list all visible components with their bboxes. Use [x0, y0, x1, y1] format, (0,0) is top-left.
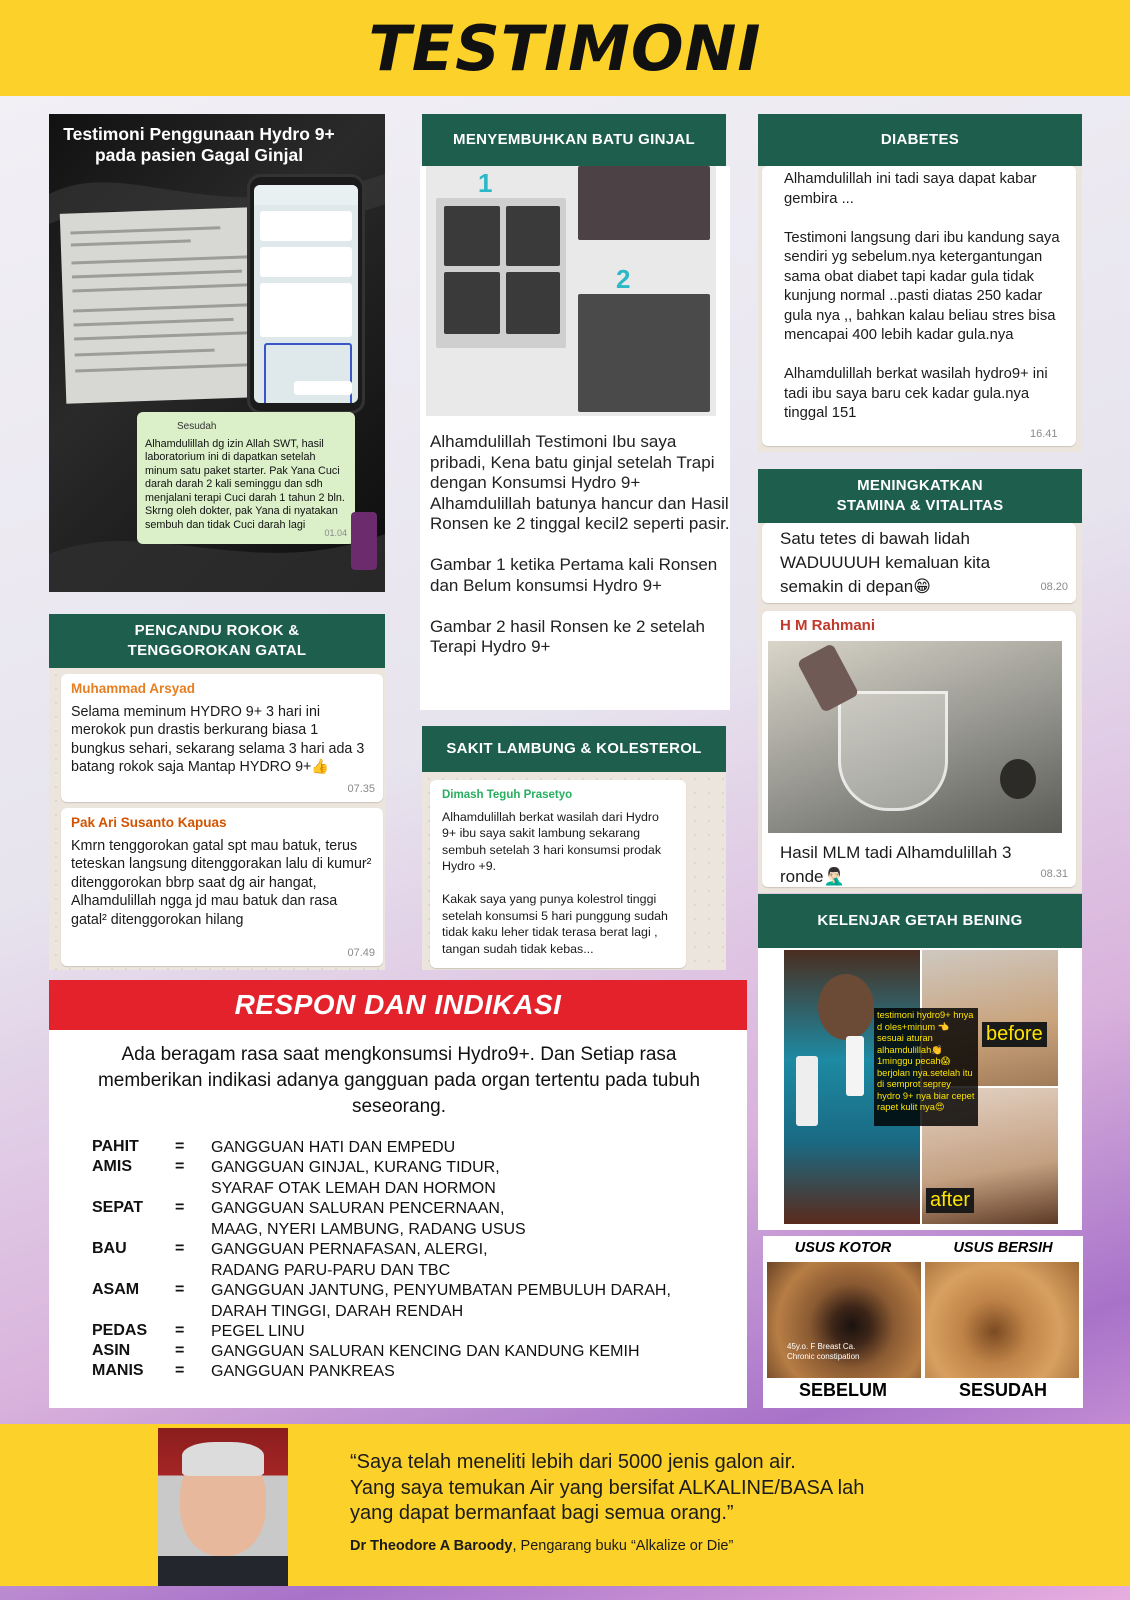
lambung-msg [430, 780, 686, 968]
quote-text: “Saya telah meneliti lebih dari 5000 jenis galon air. Yang saya temukan Air yang bersifat ALKALINE/BASA lah yang dapat bermanfaat bagi semua orang.” [350, 1451, 865, 1524]
equals-sign: = [175, 1240, 185, 1257]
phone-chat-image [247, 174, 365, 414]
card-gagal-ginjal [49, 114, 385, 592]
card-lambung-header: SAKIT LAMBUNG & KOLESTEROL [422, 726, 726, 772]
quote-author [350, 1538, 733, 1554]
card-gagal-ginjal-title: Testimoni Penggunaan Hydro 9+ pada pasien Gagal Ginjal [63, 124, 335, 165]
card-kelenjar [758, 948, 1082, 1230]
rokok-msg1-time: 07.35 [347, 782, 375, 795]
rasa-indikasi: PEGEL LINU [211, 1323, 305, 1340]
kelenjar-overlay-text: testimoni hydro9+ hnya d oles+minum 👈sesuai aturan alhamdulillah👏 1minggu pecah😱 berjolan nya.setelah itu di semprot seprey hydro 9+ nya biar cepet rapet kulit nya😍 [874, 1008, 978, 1126]
card-diabetes-header: DIABETES [758, 114, 1082, 166]
rasa-indikasi: GANGGUAN PERNAFASAN, ALERGI, RADANG PARU-PARU DAN TBC [211, 1241, 488, 1279]
diabetes-text: Alhamdulillah ini tadi saya dapat kabar gembira ... Testimoni langsung dari ibu kandung saya sendiri yg sebelum.nya ketergantungan sama obat diabet tapi kadar gula tidak kunjung normal ..pasti diatas 250 kadar gula nya ,, bahkan kalau beliau stres bisa mencapai 400 lebih kadar gula.nya Alhamdulillah berkat wasilah hydro9+ ini tadi ibu saya baru cek kadar gula.nya tinggal 151 [784, 171, 1060, 421]
rasa-label: SEPAT [92, 1199, 143, 1216]
rokok-msg2-text: Kmrn tenggorokan gatal spt mau batuk, terus teteskan langsung ditenggorakan lalu di kumur² ditenggorokan bbrp saat dg air hangat, Alhamdulillah ngga jd mau batuk dan rasa gatal² ditenggorokan hilang [71, 837, 372, 928]
card-kelenjar-header: KELENJAR GETAH BENING [758, 894, 1082, 948]
xray-images [426, 166, 716, 416]
rasa-label: MANIS [92, 1362, 144, 1379]
top-banner [0, 0, 1130, 96]
label-usus-kotor: USUS KOTOR [794, 1240, 892, 1256]
label-after: after [926, 1188, 974, 1213]
stamina-msg1 [762, 523, 1076, 603]
label-before: before [982, 1022, 1047, 1047]
usus-bersih-image [925, 1262, 1079, 1378]
card-batu-ginjal [420, 166, 730, 710]
rokok-header-line1: PENCANDU ROKOK & [134, 622, 300, 639]
equals-sign: = [175, 1199, 185, 1216]
rasa-indikasi: GANGGUAN SALURAN KENCING DAN KANDUNG KEMIH [211, 1343, 640, 1360]
rokok-sender2: Pak Ari Susanto Kapuas [71, 815, 227, 830]
rokok-msg2-time: 07.49 [347, 946, 375, 959]
hydro-bottle-image [351, 512, 377, 570]
rasa-indikasi: GANGGUAN GINJAL, KURANG TIDUR, SYARAF OTAK LEMAH DAN HORMON [211, 1159, 500, 1197]
chat-note-bubble [137, 412, 355, 544]
card-rokok [49, 668, 385, 970]
respon-section [49, 980, 747, 1408]
stamina-msg1-text: Satu tetes di bawah lidah WADUUUUH kemaluan kita semakin di depan😁 [780, 529, 991, 596]
card-usus [763, 1236, 1083, 1408]
card-lambung [422, 772, 726, 970]
stamina-msg2-time: 08.31 [1040, 867, 1068, 880]
equals-sign: = [175, 1281, 185, 1298]
rasa-label: AMIS [92, 1158, 132, 1175]
rokok-msg1 [61, 674, 383, 802]
label-usus-bersih: USUS BERSIH [953, 1240, 1053, 1256]
note-label: Sesudah [177, 421, 217, 432]
respon-header: RESPON DAN INDIKASI [49, 980, 747, 1030]
rasa-indikasi: GANGGUAN SALURAN PENCERNAAN, MAAG, NYERI LAMBUNG, RADANG USUS [211, 1200, 526, 1238]
lambung-sender: Dimash Teguh Prasetyo [442, 789, 573, 801]
stamina-msg1-time: 08.20 [1040, 581, 1068, 593]
rasa-indikasi: GANGGUAN HATI DAN EMPEDU [211, 1139, 456, 1156]
stamina-msg2 [762, 611, 1076, 887]
equals-sign: = [175, 1158, 185, 1175]
rasa-label: PEDAS [92, 1322, 148, 1339]
author-photo [158, 1428, 288, 1586]
card-rokok-header [49, 614, 385, 668]
stamina-header-line1: MENINGKATKAN [857, 477, 983, 494]
note-text: Alhamdulillah dg izin Allah SWT, hasil laboratorium ini di dapatkan setelah minum satu paket starter. Pak Yana Cuci darah darah 2 kali seminggu dan sdh menjalani terapi Cuci darah 1 tahun 2 bln. Skrng oleh dokter, pak Yana di nyatakan sembuh dan tidak Cuci darah lagi [145, 437, 345, 531]
rokok-msg2 [61, 808, 383, 966]
equals-sign: = [175, 1362, 185, 1379]
rokok-sender1: Muhammad Arsyad [71, 681, 196, 696]
glass-photo [768, 641, 1062, 833]
page-title: TESTIMONI [368, 11, 762, 85]
batu-ginjal-text: Alhamdulillah Testimoni Ibu saya pribadi, Kena batu ginjal setelah Trapi dengan Konsumsi Hydro 9+ Alhamdulillah batunya hancur dan Hasil Ronsen ke 2 tinggal kecil2 seperti pasir. Gambar 1 ketika Pertama kali Ronsen dan Belum konsumsi Hydro 9+ Gambar 2 hasil Ronsen ke 2 setelah Terapi Hydro 9+ [430, 432, 730, 656]
lambung-msg-text: Alhamdulillah berkat wasilah dari Hydro 9+ ibu saya sakit lambung sekarang sembuh setelah 3 hari konsumsi prodak Hydro +9. Kakak saya yang punya kolestrol tinggi setelah konsumsi 5 hari punggung sudah tidak kaku leher tidak terasa berat lagi , tangan sudah tidak kebas... [442, 809, 668, 956]
equals-sign: = [175, 1322, 185, 1339]
author-name: Dr Theodore A Baroody [350, 1538, 513, 1554]
diabetes-time: 16.41 [1030, 428, 1058, 440]
stamina-msg2-text: Hasil MLM tadi Alhamdulillah 3 ronde🤦🏻‍♂️ [780, 843, 1012, 886]
rokok-msg1-text: Selama meminum HYDRO 9+ 3 hari ini merokok pun drastis berkurang biasa 1 bungkus sehari, sekarang selama 3 hari ada 3 batang rokok saja Mantap HYDRO 9+👍 [71, 703, 365, 775]
xray-label-2: 2 [616, 264, 631, 294]
rasa-label: ASAM [92, 1281, 140, 1298]
card-batu-ginjal-header: MENYEMBUHKAN BATU GINJAL [422, 114, 726, 166]
respon-intro: Ada beragam rasa saat mengkonsumsi Hydro9+. Dan Setiap rasa memberikan indikasi adanya gangguan pada organ tertentu pada tubuh seseorang. [97, 1044, 701, 1117]
label-sesudah: SESUDAH [958, 1380, 1047, 1400]
stamina-header-line2: STAMINA & VITALITAS [836, 497, 1004, 514]
xray-label-1: 1 [478, 168, 493, 198]
card-stamina-header [758, 469, 1082, 523]
rasa-indikasi: GANGGUAN JANTUNG, PENYUMBATAN PEMBULUH DARAH, DARAH TINGGI, DARAH RENDAH [211, 1282, 671, 1320]
usus-kotor-image [767, 1262, 921, 1378]
stamina-sender2: H M Rahmani [780, 617, 876, 634]
rasa-label: PAHIT [92, 1138, 139, 1155]
author-desc: , Pengarang buku “Alkalize or Die” [512, 1538, 734, 1554]
equals-sign: = [175, 1138, 185, 1155]
rasa-label: ASIN [92, 1342, 131, 1359]
usus-caption: 45y.o. F Breast Ca. Chronic constipation [787, 1342, 860, 1361]
rasa-label: BAU [92, 1240, 127, 1257]
rasa-indikasi: GANGGUAN PANKREAS [211, 1363, 395, 1380]
equals-sign: = [175, 1342, 185, 1359]
note-time: 01.04 [324, 527, 347, 538]
rokok-header-line2: TENGGOROKAN GATAL [127, 642, 307, 659]
card-stamina [758, 523, 1082, 893]
label-sebelum: SEBELUM [798, 1380, 887, 1400]
